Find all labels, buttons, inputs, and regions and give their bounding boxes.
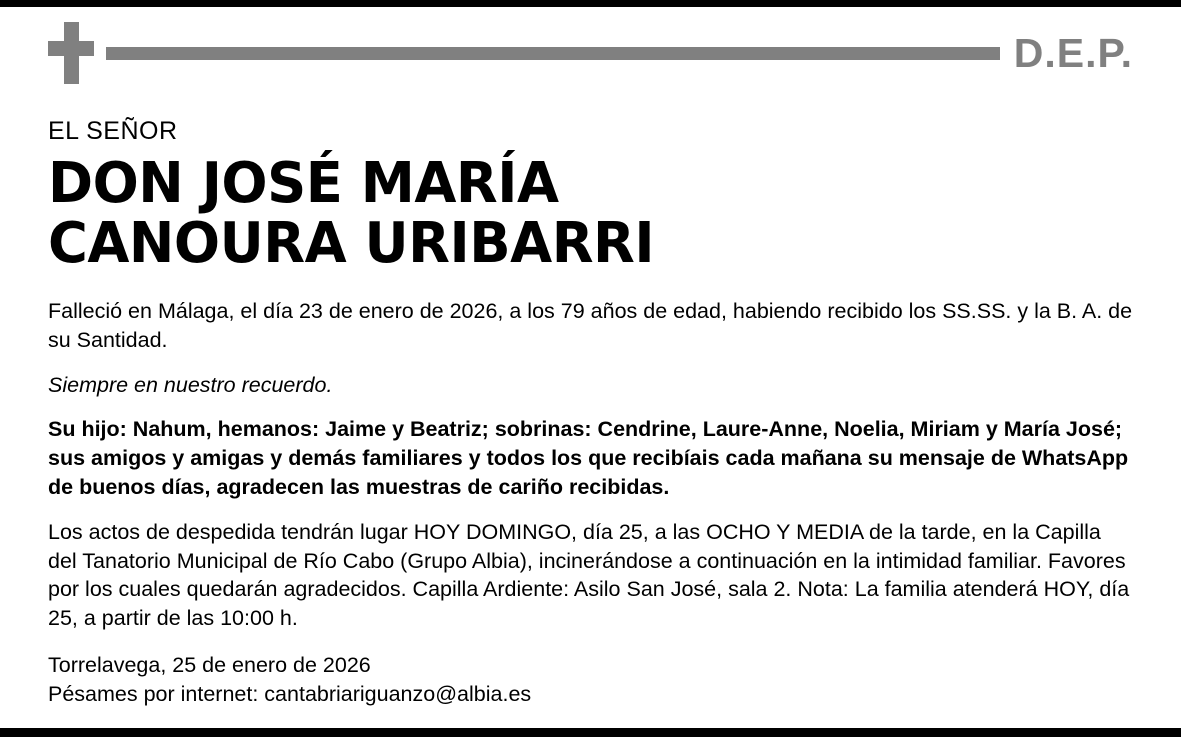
header-rule — [106, 47, 1000, 60]
latin-cross-icon — [48, 22, 94, 84]
place-date: Torrelavega, 25 de enero de 2026 — [48, 652, 371, 677]
header-band — [48, 7, 1133, 99]
dep-label: D.E.P. — [1013, 29, 1133, 76]
remembrance-paragraph: Siempre en nuestro recuerdo. — [48, 372, 333, 397]
deceased-name — [48, 151, 1100, 277]
deceased-name-line-1: DON JOSÉ MARÍA — [48, 151, 559, 216]
family-paragraph: Su hijo: Nahum, hemanos: Jaime y Beatriz; sobrinas: Cendrine, Laure-Anne, Noelia, Miriam y María José; sus amigos y amigas y demás familiares y todos los que recibíais cada mañana su mensaje de WhatsApp de buenos días, agradecen las muestras de cariño recibidas. — [48, 417, 1129, 499]
ceremony-paragraph: Los actos de despedida tendrán lugar HOY DOMINGO, día 25, a las OCHO Y MEDIA de la tarde, en la Capilla del Tanatorio Municipal de Río Cabo (Grupo Albia), incinerándose a continuación en la intimidad familiar. Favores por los cuales quedarán agradecidos. Capilla Ardiente: Asilo San José, sala 2. Nota: La familia atenderá HOY, día 25, a partir de las 10:00 h. — [48, 519, 1130, 631]
notice-inner — [48, 7, 1133, 728]
deceased-name-line-2: CANOURA URIBARRI — [48, 211, 655, 277]
bottom-border — [0, 728, 1181, 737]
footer-block — [48, 651, 1133, 709]
condolences-line: Pésames por internet: cantabriariguanzo@albia.es — [48, 681, 532, 706]
death-info-paragraph: Falleció en Málaga, el día 23 de enero de 2026, a los 79 años de edad, habiendo recibido los SS.SS. y la B. A. de su Santidad. — [48, 298, 1133, 352]
eyebrow-title: EL SEÑOR — [48, 117, 178, 145]
top-border — [0, 0, 1181, 7]
